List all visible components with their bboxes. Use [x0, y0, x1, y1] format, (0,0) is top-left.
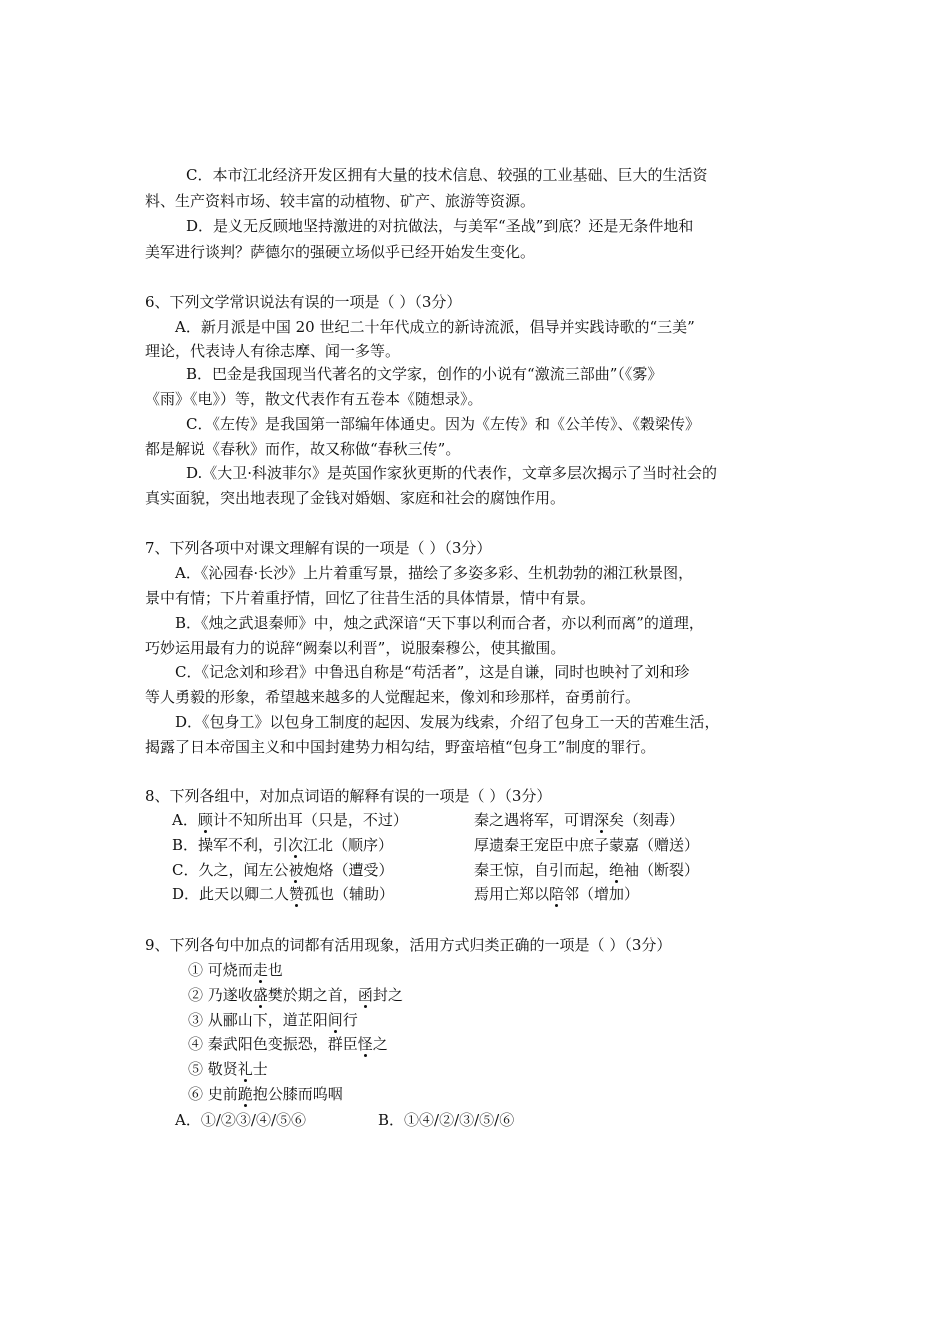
text-segment: 矣（刻毒）	[609, 811, 685, 829]
text-segment: 江北（顺序）	[303, 836, 394, 854]
q8-option-d-right	[474, 884, 639, 904]
dotted-word: 被	[288, 861, 304, 879]
q9-title: 9、下列各句中加点的词都有活用现象，活用方式归类正确的一项是（ ）（3分）	[145, 936, 672, 954]
q6-option-d-line1: D.《大卫·科波菲尔》是英国作家狄更斯的代表作，文章多层次揭示了当时社会的	[186, 464, 718, 482]
q5-option-c-line1: C．本市江北经济开发区拥有大量的技术信息、较强的工业基础、巨大的生活资	[186, 166, 708, 184]
dotted-word: 盛	[252, 986, 268, 1004]
text-segment: ① 可烧而	[188, 961, 253, 979]
q9-option-a: A．①/②③/④/⑤⑥	[175, 1111, 306, 1129]
text-segment: 厚遗秦王宠臣中庶子蒙嘉（	[474, 836, 655, 854]
q8-option-c-right	[474, 860, 699, 880]
text-segment: 士	[252, 1060, 268, 1078]
text-segment: ③ 从郦山下，道芷阳	[188, 1011, 328, 1029]
q8-option-a-left	[172, 810, 408, 830]
text-segment: 樊於期之首，	[267, 986, 358, 1004]
text-segment: 秦王惊，自引而起，	[474, 861, 610, 879]
text-segment: 炮烙（遭受）	[303, 861, 394, 879]
q9-sentence-4	[188, 1034, 388, 1054]
text-segment: 行	[342, 1011, 358, 1029]
text-segment: ④ 秦武阳色变振恐，群臣	[188, 1035, 358, 1053]
q8-option-a-right	[474, 810, 684, 830]
text-segment: B．操军不利，引	[172, 836, 289, 854]
q8-option-b-right	[474, 835, 699, 855]
q8-option-d-left	[172, 884, 394, 904]
text-segment: ② 乃遂收	[188, 986, 253, 1004]
q7-title: 7、下列各项中对课文理解有误的一项是（ ）（3分）	[145, 539, 492, 557]
dotted-word: 礼	[237, 1060, 253, 1078]
q7-option-a-line2: 景中有情；下片着重抒情，回忆了往昔生活的具体情景，情中有景。	[145, 589, 596, 607]
text-segment: 袖（断裂）	[624, 861, 700, 879]
text-segment: 封之	[372, 986, 403, 1004]
text-segment: 抱公膝而呜咽	[252, 1085, 343, 1103]
text-segment: C．久之，闻左公	[172, 861, 289, 879]
dotted-word: 走	[252, 961, 268, 979]
q6-option-b-line2: 《雨》《电》）等，散文代表作有五卷本《随想录》。	[145, 390, 483, 408]
q5-option-d-line2: 美军进行谈判？萨德尔的强硬立场似乎已经开始发生变化。	[145, 243, 536, 261]
dotted-word: 深	[594, 811, 610, 829]
dotted-word: 间	[327, 1011, 343, 1029]
text-segment: 送）	[669, 836, 700, 854]
dotted-word: 陪	[549, 885, 565, 903]
q8-option-c-left	[172, 860, 394, 880]
text-segment: 邻（增加）	[564, 885, 640, 903]
text-segment: 焉用亡郑以	[474, 885, 550, 903]
dotted-word: 跪	[237, 1085, 253, 1103]
q6-option-a-line1: A．新月派是中国 20 世纪二十年代成立的新诗流派，倡导并实践诗歌的“三美”	[175, 318, 695, 336]
q9-option-b: B．①④/②/③/⑤/⑥	[378, 1111, 515, 1129]
q9-sentence-6	[188, 1084, 343, 1104]
text-segment: D．此天以卿二人	[172, 885, 290, 903]
q9-sentence-2	[188, 985, 403, 1005]
q7-option-a-line1: A．《沁园春·长沙》上片着重写景，描绘了多姿多彩、生机勃勃的湘江秋景图，	[175, 564, 694, 582]
text-segment: A．	[172, 811, 198, 829]
q6-option-b-line1: B．巴金是我国现当代著名的文学家，创作的小说有“激流三部曲”（《雾》	[186, 365, 663, 383]
text-segment: 秦之遇将军，可谓	[474, 811, 595, 829]
q6-option-c-line1: C．《左传》是我国第一部编年体通史。因为《左传》和《公羊传》、《穀梁传》	[186, 415, 700, 433]
q8-title: 8、下列各组中，对加点词语的解释有误的一项是（ ）（3分）	[145, 787, 552, 805]
dotted-word: 函	[357, 986, 373, 1004]
text-segment: 也	[267, 961, 283, 979]
q6-option-d-line2: 真实面貌，突出地表现了金钱对婚姻、家庭和社会的腐蚀作用。	[145, 489, 566, 507]
text-segment: 孤也（辅助）	[304, 885, 395, 903]
dotted-word: 赞	[289, 885, 305, 903]
q7-option-c-line2: 等人勇毅的形象，希望越来越多的人觉醒起来，像刘和珍那样，奋勇前行。	[145, 688, 641, 706]
q5-option-c-line2: 料、生产资料市场、较丰富的动植物、矿产、旅游等资源。	[145, 192, 536, 210]
q9-sentence-3	[188, 1010, 358, 1030]
q5-option-d-line1: D．是义无反顾地坚持激进的对抗做法，与美军“圣战”到底？还是无条件地和	[186, 217, 694, 235]
text-segment: ⑤ 敬贤	[188, 1060, 238, 1078]
dotted-word: 次	[288, 836, 304, 854]
q9-sentence-1	[188, 960, 283, 980]
dotted-word: 顾	[197, 811, 213, 829]
dotted-word: 怪	[357, 1035, 373, 1053]
q6-option-c-line2: 都是解说《春秋》而作，故又称做“春秋三传”。	[145, 440, 461, 458]
text-segment: 计不知所出耳（只是，不过）	[212, 811, 408, 829]
q7-option-b-line2: 巧妙运用最有力的说辞“阙秦以利晋”，说服秦穆公，使其撤围。	[145, 639, 566, 657]
q7-option-d-line2: 揭露了日本帝国主义和中国封建势力相勾结，野蛮培植“包身工”制度的罪行。	[145, 738, 656, 756]
text-segment: 赠	[654, 836, 670, 854]
text-segment: ⑥ 史前	[188, 1085, 238, 1103]
q7-option-b-line1: B．《烛之武退秦师》中，烛之武深谙“天下事以利而合者，亦以利而离”的道理，	[175, 614, 704, 632]
q6-title: 6、下列文学常识说法有误的一项是（ ）（3分）	[145, 293, 462, 311]
text-segment: 之	[372, 1035, 388, 1053]
dotted-word: 绝	[609, 861, 625, 879]
q6-option-a-line2: 理论，代表诗人有徐志摩、闻一多等。	[145, 342, 401, 360]
q8-option-b-left	[172, 835, 393, 855]
q7-option-d-line1: D．《包身工》以包身工制度的起因、发展为线索，介绍了包身工一天的苦难生活，	[175, 713, 720, 731]
q9-sentence-5	[188, 1059, 268, 1079]
q7-option-c-line1: C．《记念刘和珍君》中鲁迅自称是“苟活者”，这是自谦，同时也映衬了刘和珍	[175, 663, 690, 681]
